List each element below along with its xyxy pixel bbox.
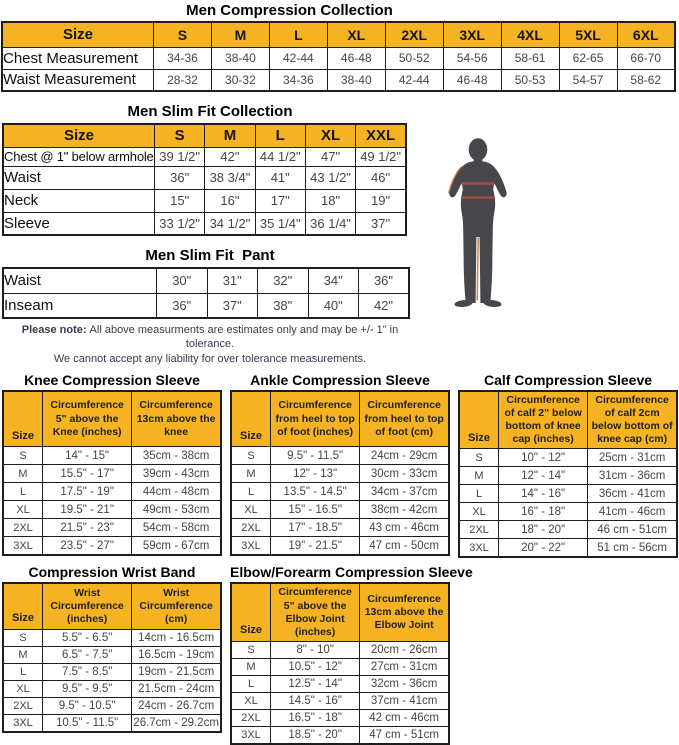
size-option-header: M (211, 22, 269, 47)
cm-range-cell: 51 cm - 56cm (588, 539, 677, 558)
inches-column-header: Circumference from heel to top of foot (inches) (271, 391, 360, 447)
measurement-value: 42" (205, 147, 255, 166)
size-option-header: 4XL (501, 22, 559, 47)
table-row (231, 675, 449, 692)
header-row (3, 391, 221, 447)
measurement-value: 41" (255, 166, 305, 189)
table-row (231, 692, 449, 709)
knee-sleeve-section (2, 372, 222, 559)
size-cell: XL (459, 503, 499, 521)
table-row (459, 539, 677, 558)
size-option-header: M (205, 124, 255, 147)
inches-column-header: Circumference of calf 2" below bottom of knee cap (inches) (499, 391, 588, 449)
measurement-value: 46" (356, 166, 406, 189)
table-row (459, 521, 677, 539)
cm-range-cell: 42 cm - 46cm (360, 709, 449, 726)
size-cell: 3XL (231, 726, 271, 744)
inches-range-cell: 18" - 20" (499, 521, 588, 539)
table-row (231, 483, 449, 501)
size-option-header: L (269, 22, 327, 47)
size-column-header: Size (3, 391, 43, 447)
size-cell: M (231, 465, 271, 483)
measurement-value: 32" (258, 268, 309, 293)
size-cell: S (231, 447, 271, 465)
size-cell: M (3, 465, 43, 483)
measurement-value: 36" (155, 166, 205, 189)
measurement-value: 18" (305, 189, 355, 212)
inches-range-cell: 14" - 15" (43, 447, 132, 465)
table-row (231, 537, 449, 556)
measurement-value: 17" (255, 189, 305, 212)
size-cell: L (3, 663, 43, 680)
cm-range-cell: 30cm - 33cm (360, 465, 449, 483)
table-row (3, 680, 221, 697)
table-row (231, 709, 449, 726)
figure-area (420, 92, 679, 366)
ankle-sleeve-table (230, 390, 450, 557)
cm-range-cell: 38cm - 42cm (360, 501, 449, 519)
size-option-header: XXL (356, 124, 406, 147)
table-row (3, 447, 221, 465)
men-compression-title: Men Compression Collection (186, 2, 393, 19)
knee-sleeve-title: Knee Compression Sleeve (24, 371, 200, 388)
cm-column-header: Circumference from heel to top of foot (cm) (360, 391, 449, 447)
inches-range-cell: 9.5" - 9.5" (43, 680, 132, 697)
inches-range-cell: 15.5" - 17" (43, 465, 132, 483)
sleeve-tables-row-2 (2, 564, 679, 745)
men-slim-pant-table (2, 267, 410, 319)
table-row (459, 485, 677, 503)
table-row (231, 726, 449, 744)
measurement-value: 38" (258, 293, 309, 318)
inches-range-cell: 17.5" - 19" (43, 483, 132, 501)
wrist-band-title: Compression Wrist Band (28, 564, 196, 581)
size-cell: L (459, 485, 499, 503)
table-row (3, 519, 221, 537)
size-cell: M (459, 467, 499, 485)
table-row (3, 189, 406, 212)
table-row (3, 147, 406, 166)
inches-column-header: Circumference 5" above the Knee (inches) (43, 391, 132, 447)
measurement-value: 54-56 (443, 47, 501, 69)
header-row (3, 583, 221, 629)
cm-range-cell: 43 cm - 46cm (360, 519, 449, 537)
size-cell: S (3, 447, 43, 465)
note-label: Please note: (21, 324, 87, 336)
size-option-header: S (154, 22, 212, 47)
cm-range-cell: 27cm - 31cm (360, 658, 449, 675)
table-row (3, 646, 221, 663)
size-column-header: Size (3, 583, 43, 629)
measurement-value: 46-48 (327, 47, 385, 69)
size-column-header: Size (231, 583, 271, 641)
table-row (3, 629, 221, 646)
inches-column-header: Wrist Circumference (inches) (43, 583, 132, 629)
header-row (2, 22, 675, 47)
measurement-value: 50-52 (385, 47, 443, 69)
measurement-value: 58-62 (617, 69, 675, 91)
size-cell: M (231, 658, 271, 675)
wrist-band-table (2, 582, 222, 733)
measurement-label: Chest @ 1" below armhole (4, 149, 154, 164)
inches-range-cell: 19.5" - 21" (43, 501, 132, 519)
size-cell: L (231, 675, 271, 692)
size-cell: S (459, 449, 499, 467)
cm-range-cell: 36cm - 41cm (588, 485, 677, 503)
cm-column-header: Circumference of calf 2cm below bottom of knee cap (cm) (588, 391, 677, 449)
measurement-value: 49 1/2" (356, 147, 406, 166)
size-cell: S (231, 641, 271, 658)
size-cell: XL (3, 501, 43, 519)
size-option-header: XL (327, 22, 385, 47)
cm-range-cell: 19cm - 21.5cm (132, 663, 221, 680)
inches-range-cell: 12" - 14" (499, 467, 588, 485)
table-row (3, 501, 221, 519)
calf-sleeve-table (458, 390, 678, 559)
measurement-value: 30" (157, 268, 208, 293)
size-cell: 2XL (3, 697, 43, 714)
table-row (231, 641, 449, 658)
measurement-value: 34" (308, 268, 359, 293)
measurement-value: 36" (157, 293, 208, 318)
size-cell: S (3, 629, 43, 646)
table-row (459, 467, 677, 485)
ankle-sleeve-section (230, 372, 450, 559)
measurement-value: 38-40 (327, 69, 385, 91)
men-compression-table (1, 21, 676, 92)
size-option-header: 3XL (443, 22, 501, 47)
table-row (3, 537, 221, 556)
cm-range-cell: 21.5cm - 24cm (132, 680, 221, 697)
inches-range-cell: 19" - 21.5" (271, 537, 360, 556)
inches-range-cell: 7.5" - 8.5" (43, 663, 132, 680)
measurement-value: 42" (359, 293, 410, 318)
table-row (459, 503, 677, 521)
elbow-sleeve-section (230, 564, 473, 745)
table-row (459, 449, 677, 467)
cm-range-cell: 49cm - 53cm (132, 501, 221, 519)
cm-column-header: Circumference 13cm above the knee (132, 391, 221, 447)
inches-range-cell: 20" - 22" (499, 539, 588, 558)
cm-range-cell: 47 cm - 51cm (360, 726, 449, 744)
table-row (2, 69, 675, 91)
measurement-value: 16" (205, 189, 255, 212)
inches-range-cell: 21.5" - 23" (43, 519, 132, 537)
header-row (3, 124, 406, 147)
cm-range-cell: 20cm - 26cm (360, 641, 449, 658)
size-cell: XL (231, 501, 271, 519)
measurement-label: Waist Measurement (2, 69, 154, 91)
inches-range-cell: 9.5" - 10.5" (43, 697, 132, 714)
inches-range-cell: 13.5" - 14.5" (271, 483, 360, 501)
measurement-value: 44 1/2" (255, 147, 305, 166)
inches-range-cell: 14" - 16" (499, 485, 588, 503)
header-row (231, 391, 449, 447)
measurement-label: Waist (3, 166, 155, 189)
inches-range-cell: 16" - 18" (499, 503, 588, 521)
middle-section (0, 92, 679, 366)
size-cell: 2XL (231, 709, 271, 726)
tolerance-note (0, 323, 420, 366)
size-option-header: XL (305, 124, 355, 147)
ankle-sleeve-title: Ankle Compression Sleeve (250, 371, 430, 388)
table-row (3, 268, 409, 293)
cm-range-cell: 59cm - 67cm (132, 537, 221, 556)
measurement-value: 46-48 (443, 69, 501, 91)
size-cell: XL (3, 680, 43, 697)
size-cell: XL (231, 692, 271, 709)
measurement-label: Chest Measurement (2, 47, 154, 69)
table-row (3, 483, 221, 501)
note-line2: We cannot accept any liability for over tolerance measurements. (53, 352, 367, 365)
inches-range-cell: 10.5" - 11.5" (43, 714, 132, 732)
inches-range-cell: 23.5" - 27" (43, 537, 132, 556)
inches-range-cell: 12.5" - 14" (271, 675, 360, 692)
size-cell: L (231, 483, 271, 501)
measurement-value: 42-44 (385, 69, 443, 91)
measurement-value: 37" (207, 293, 258, 318)
measurement-label: Sleeve (3, 212, 155, 235)
measurement-value: 30-32 (211, 69, 269, 91)
measurement-value: 28-32 (154, 69, 212, 91)
cm-range-cell: 54cm - 58cm (132, 519, 221, 537)
cm-range-cell: 39cm - 43cm (132, 465, 221, 483)
inches-range-cell: 15" - 16.5" (271, 501, 360, 519)
elbow-sleeve-title: Elbow/Forearm Compression Sleeve (230, 564, 473, 581)
size-label-header: Size (2, 22, 154, 47)
measurement-value: 47" (305, 147, 355, 166)
cm-range-cell: 25cm - 31cm (588, 449, 677, 467)
table-row (3, 465, 221, 483)
men-slim-pant-title: Men Slim Fit Pant (145, 247, 275, 264)
measurement-value: 38 3/4" (205, 166, 255, 189)
table-row (3, 293, 409, 318)
inches-range-cell: 10.5" - 12" (271, 658, 360, 675)
inches-range-cell: 18.5" - 20" (271, 726, 360, 744)
size-cell: 3XL (459, 539, 499, 558)
measurement-label: Inseam (3, 293, 157, 318)
size-chart-page (0, 2, 679, 741)
measurement-value: 39 1/2" (155, 147, 205, 166)
cm-range-cell: 34cm - 37cm (360, 483, 449, 501)
table-row (231, 658, 449, 675)
measurement-label: Waist (3, 268, 157, 293)
cm-range-cell: 32cm - 36cm (360, 675, 449, 692)
measurement-value: 58-61 (501, 47, 559, 69)
men-slim-fit-title: Men Slim Fit Collection (127, 103, 293, 120)
table-row (231, 501, 449, 519)
table-row (3, 663, 221, 680)
size-option-header: L (255, 124, 305, 147)
calf-sleeve-title: Calf Compression Sleeve (483, 371, 653, 388)
cm-range-cell: 44cm - 48cm (132, 483, 221, 501)
knee-sleeve-table (2, 390, 222, 557)
size-cell: 2XL (231, 519, 271, 537)
size-option-header: S (155, 124, 205, 147)
cm-range-cell: 41cm - 46cm (588, 503, 677, 521)
cm-range-cell: 26.7cm - 29.2cm (132, 714, 221, 732)
cm-range-cell: 14cm - 16.5cm (132, 629, 221, 646)
cm-range-cell: 24cm - 29cm (360, 447, 449, 465)
measurement-value: 31" (207, 268, 258, 293)
men-slim-fit-table (2, 123, 407, 236)
inches-range-cell: 9.5" - 11.5" (271, 447, 360, 465)
inches-range-cell: 16.5" - 18" (271, 709, 360, 726)
inches-range-cell: 10" - 12" (499, 449, 588, 467)
table-row (3, 714, 221, 732)
size-cell: 2XL (459, 521, 499, 539)
table-row (3, 697, 221, 714)
size-cell: 3XL (3, 714, 43, 732)
measurement-value: 34 1/2" (205, 212, 255, 235)
table-row (3, 212, 406, 235)
size-option-header: 2XL (385, 22, 443, 47)
cm-range-cell: 24cm - 26.7cm (132, 697, 221, 714)
table-row (231, 519, 449, 537)
header-row (459, 391, 677, 449)
inches-range-cell: 8" - 10" (271, 641, 360, 658)
measurement-value: 38-40 (211, 47, 269, 69)
inches-range-cell: 5.5" - 6.5" (43, 629, 132, 646)
slim-fit-column (0, 92, 420, 366)
size-cell: 3XL (3, 537, 43, 556)
measurement-value: 40" (308, 293, 359, 318)
inches-range-cell: 6.5" - 7.5" (43, 646, 132, 663)
size-cell: 3XL (231, 537, 271, 556)
sleeve-tables-row-1 (2, 372, 679, 559)
size-cell: M (3, 646, 43, 663)
measurement-value: 54-57 (559, 69, 617, 91)
size-cell: 2XL (3, 519, 43, 537)
size-column-header: Size (231, 391, 271, 447)
measurement-value: 62-65 (559, 47, 617, 69)
measurement-value: 42-44 (269, 47, 327, 69)
header-row (231, 583, 449, 641)
size-option-header: 6XL (617, 22, 675, 47)
male-silhouette-icon (447, 138, 510, 310)
cm-range-cell: 47 cm - 50cm (360, 537, 449, 556)
note-line1: All above measurments are estimates only and may be +/- 1" in tolerance. (89, 324, 399, 351)
inches-range-cell: 12" - 13" (271, 465, 360, 483)
cm-range-cell: 37cm - 41cm (360, 692, 449, 709)
cm-range-cell: 31cm - 36cm (588, 467, 677, 485)
measurement-value: 50-53 (501, 69, 559, 91)
cm-range-cell: 46 cm - 51cm (588, 521, 677, 539)
measurement-label: Neck (3, 189, 155, 212)
calf-sleeve-section (458, 372, 678, 559)
size-column-header: Size (459, 391, 499, 449)
table-row (3, 166, 406, 189)
inches-range-cell: 14.5" - 16" (271, 692, 360, 709)
measurement-value: 37" (356, 212, 406, 235)
measurement-value: 15" (155, 189, 205, 212)
measurement-value: 66-70 (617, 47, 675, 69)
measurement-value: 35 1/4" (255, 212, 305, 235)
cm-column-header: Circumference 13cm above the Elbow Joint (360, 583, 449, 641)
table-row (2, 47, 675, 69)
elbow-sleeve-table (230, 582, 450, 745)
table-row (231, 447, 449, 465)
cm-column-header: Wrist Circumference (cm) (132, 583, 221, 629)
cm-range-cell: 16.5cm - 19cm (132, 646, 221, 663)
measurement-value: 34-36 (269, 69, 327, 91)
measurement-value: 19" (356, 189, 406, 212)
measurement-value: 34-36 (154, 47, 212, 69)
measurement-value: 36" (359, 268, 410, 293)
measurement-value: 33 1/2" (155, 212, 205, 235)
measurement-value: 36 1/4" (305, 212, 355, 235)
inches-column-header: Circumference 5" above the Elbow Joint (inches) (271, 583, 360, 641)
inches-range-cell: 17" - 18.5" (271, 519, 360, 537)
table-row (231, 465, 449, 483)
cm-range-cell: 35cm - 38cm (132, 447, 221, 465)
measurement-value: 43 1/2" (305, 166, 355, 189)
size-label-header: Size (3, 124, 155, 147)
size-cell: L (3, 483, 43, 501)
size-option-header: 5XL (559, 22, 617, 47)
wrist-band-section (2, 564, 222, 745)
